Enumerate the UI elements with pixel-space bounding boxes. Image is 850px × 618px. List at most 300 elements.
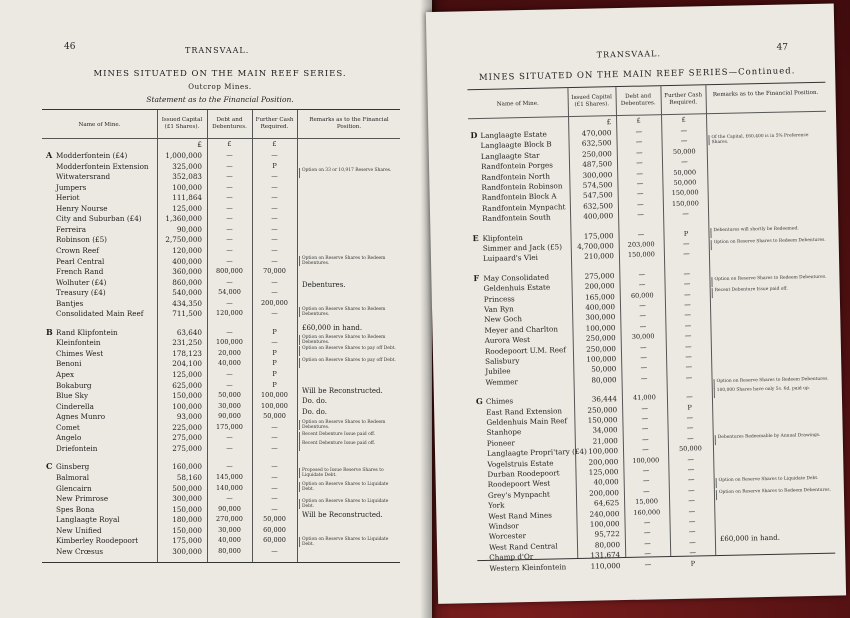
mine-name: Aurora West	[484, 335, 531, 346]
issued-capital: 1,360,000	[165, 214, 202, 224]
mine-name: Geldenhuis Estate	[483, 282, 551, 294]
further-cash: —	[271, 235, 278, 244]
further-cash: —	[271, 309, 278, 318]
brace-mark	[299, 537, 300, 547]
further-cash: 150,000	[671, 199, 699, 208]
mine-name: Roodepoort U.M. Reef	[484, 344, 566, 356]
debt-debentures: —	[642, 445, 649, 454]
table-row	[42, 151, 400, 161]
debt-debentures: —	[640, 374, 648, 383]
remark-note: 100,000 Shares have only 5s. 6d. paid up.	[716, 386, 811, 394]
mine-name: Champ d'Or	[489, 552, 534, 563]
further-cash: —	[688, 507, 696, 516]
remark-note: Proposed to Issue Reserve Shares to Liquidate Debt.	[302, 468, 384, 478]
further-cash: 200,000	[261, 298, 288, 307]
debt-debentures: —	[635, 127, 643, 136]
debt-debentures: 203,000	[627, 240, 655, 249]
debt-debentures: 140,000	[216, 483, 243, 492]
issued-capital: 860,000	[172, 277, 202, 287]
issued-capital: 250,000	[586, 343, 616, 354]
further-cash: 50,000	[672, 147, 696, 156]
further-cash: —	[271, 433, 278, 442]
page-number: 47	[776, 42, 789, 53]
debt-debentures: —	[226, 256, 233, 265]
mine-name: Ferreira	[56, 224, 86, 234]
running-head: TRANSVAAL.	[596, 49, 662, 60]
issued-capital: 131,674	[590, 550, 621, 560]
table-row	[42, 214, 400, 224]
brace-mark	[299, 346, 300, 356]
brace-mark	[710, 228, 711, 238]
debt-debentures: —	[226, 193, 233, 202]
issued-capital: 64,625	[593, 498, 620, 508]
debt-debentures: —	[637, 230, 645, 239]
mine-name: Bantjes	[56, 298, 84, 308]
issued-capital: 100,000	[172, 401, 202, 411]
debt-debentures: —	[644, 549, 652, 558]
mine-name: New Unified	[56, 525, 102, 535]
remark-note: Option on Reserve Shares to Redeem Debentures.	[716, 376, 829, 385]
brace-mark	[299, 256, 300, 266]
debt-debentures: 90,000	[218, 504, 241, 513]
page-number: 46	[64, 42, 76, 52]
unit-cash: £	[272, 140, 277, 148]
mine-name: Agnes Munro	[56, 412, 106, 422]
brace-mark	[715, 435, 716, 445]
debt-debentures: —	[226, 298, 233, 307]
remark-note: Recent Debenture Issue paid off.	[302, 432, 376, 437]
brace-mark	[299, 358, 300, 368]
brace-mark	[299, 420, 300, 430]
unit-debt: £	[636, 116, 641, 125]
mine-name: Modderfontein (£4)	[56, 151, 128, 160]
debt-debentures: 120,000	[216, 309, 243, 318]
further-cash: —	[688, 527, 696, 537]
header-remarks: Remarks as to the Financial Position.	[712, 89, 819, 99]
debt-debentures: 30,000	[218, 525, 241, 534]
issued-capital: 125,000	[588, 467, 619, 477]
issued-capital: 80,000	[591, 374, 617, 385]
page-title: MINES SITUATED ON THE MAIN REEF SERIES.	[93, 69, 347, 79]
debt-debentures: —	[641, 424, 649, 434]
mine-name: Treasury (£4)	[56, 288, 106, 298]
mine-name: Jubilee	[485, 366, 511, 377]
issued-capital: 100,000	[589, 519, 620, 529]
debt-debentures: —	[641, 435, 649, 444]
mine-name: Bokaburg	[56, 380, 92, 390]
debt-debentures: —	[636, 169, 644, 178]
issued-capital: 175,000	[172, 536, 202, 546]
issued-capital: 275,000	[172, 443, 202, 453]
issued-capital: 50,000	[591, 364, 617, 375]
further-cash: —	[684, 321, 692, 330]
further-cash: 100,000	[261, 391, 288, 400]
debt-debentures: —	[637, 200, 644, 209]
mine-name: Chimes	[485, 396, 514, 407]
issued-capital: 300,000	[582, 169, 613, 180]
mine-name: Simmer and Jack (£5)	[482, 242, 563, 253]
mine-name: Randfontein Mynpacht	[481, 201, 566, 213]
further-cash: —	[271, 288, 278, 297]
mine-name: Langlaagte Propri'tary (£4)	[486, 446, 587, 459]
further-cash: —	[685, 342, 692, 351]
debt-debentures: —	[643, 528, 651, 537]
remark-note: Option on Reserve Shares to Redeem Debentures.	[302, 256, 386, 266]
mine-name: Apex	[56, 370, 75, 379]
mine-name: Pearl Central	[56, 256, 105, 266]
debt-debentures: —	[640, 343, 647, 352]
header-cash: Further Cash Required.	[255, 117, 294, 130]
table-row	[42, 193, 400, 203]
further-cash: —	[684, 331, 692, 340]
further-cash: —	[684, 310, 692, 320]
remark-note: Option on Reserve Shares to Liquidate Debt.	[302, 482, 389, 492]
issued-capital: 175,000	[583, 230, 614, 241]
mine-name: City and Suburban (£4)	[56, 214, 142, 224]
debt-debentures: —	[226, 327, 233, 336]
table-row	[42, 547, 400, 557]
mine-name: Luipaard's Vlei	[482, 253, 538, 264]
further-cash: P	[272, 327, 277, 336]
page-title: MINES SITUATED ON THE MAIN REEF SERIES—Continued.	[478, 66, 796, 83]
debt-debentures: —	[639, 322, 647, 331]
mine-name: French Rand	[56, 267, 104, 277]
mine-name: Langlaagte Royal	[56, 515, 120, 525]
issued-capital: 58,160	[176, 472, 202, 482]
remark-note: Option on Reserve Shares to Redeem Debentures.	[302, 420, 386, 430]
further-cash: —	[683, 290, 691, 299]
mine-name: Crown Reef	[56, 245, 99, 255]
mine-name: Comet	[56, 422, 80, 432]
issued-capital: 125,000	[172, 203, 202, 213]
further-cash: P	[272, 348, 277, 357]
debt-debentures: 270,000	[216, 515, 243, 524]
mine-name: Kimberley Roodepoort	[56, 536, 139, 546]
debt-debentures: 800,000	[216, 267, 243, 276]
remark-note: Will be Reconstructed.	[302, 387, 383, 395]
debt-debentures: —	[640, 353, 647, 362]
debt-debentures: —	[226, 182, 233, 191]
mine-name: Benoni	[56, 359, 82, 369]
mine-name: Wolhuter (£4)	[56, 277, 107, 287]
debt-debentures: —	[636, 189, 644, 199]
mine-name: Rand Klipfontein	[56, 327, 118, 337]
table-row	[42, 370, 400, 380]
mine-name: Witwatersrand	[56, 172, 111, 182]
issued-capital: 487,500	[582, 159, 613, 170]
issued-capital: 150,000	[587, 415, 618, 425]
further-cash: P	[272, 370, 277, 378]
issued-capital: 400,000	[583, 211, 614, 221]
remark-note: Do. do.	[302, 397, 327, 405]
brace-mark	[708, 135, 709, 145]
further-cash: —	[271, 422, 278, 431]
mine-name: Randfontein Block A	[481, 191, 557, 203]
debt-debentures: 90,000	[218, 412, 241, 421]
mine-name: Driefontein	[56, 443, 98, 453]
mine-name: Randfontein Porges	[480, 160, 554, 172]
mine-name: West Rand Central	[488, 541, 558, 552]
issued-capital: 250,000	[587, 404, 618, 415]
mine-name: Consolidated Main Reef	[56, 309, 144, 319]
debt-debentures: —	[226, 214, 233, 223]
issued-capital: 100,000	[588, 446, 619, 456]
debt-debentures: —	[226, 161, 233, 170]
issued-capital: 21,000	[592, 435, 618, 446]
remark-note: Option on Reserve Shares to Liquidate Debt.	[302, 499, 389, 509]
debt-debentures: —	[638, 280, 646, 289]
mine-name: Jumpers	[56, 182, 87, 192]
further-cash: —	[271, 224, 278, 233]
group-letter: F	[473, 272, 480, 283]
issued-capital: 400,000	[172, 256, 202, 266]
mine-name: Angelo	[56, 433, 82, 443]
remark-note: Option on Reserve Shares to pay off Debt.	[302, 358, 396, 363]
mine-name: Robinson (£5)	[56, 235, 107, 245]
mine-name: Grey's Mynpacht	[487, 489, 550, 500]
remark-note: Debentures.	[302, 281, 346, 289]
mines-table	[467, 82, 835, 573]
header-capital: Issued Capital (£1 Shares).	[161, 117, 203, 130]
remark-note: Recent Debenture Issue paid off.	[302, 441, 376, 446]
remark-note: Option on Reserve Shares to Liquidate Debt.	[718, 475, 819, 484]
further-cash: —	[686, 413, 694, 422]
debt-debentures: —	[226, 277, 233, 286]
further-cash: —	[271, 256, 278, 265]
remark-note: Option on Reserve Shares to Liquidate Debt.	[302, 537, 389, 547]
debt-debentures: —	[226, 245, 233, 254]
remark-note: £60,000 in hand.	[719, 533, 781, 544]
issued-capital: 360,000	[172, 267, 202, 277]
debt-debentures: —	[635, 148, 643, 157]
mine-name: Geldenhuis Main Reef	[486, 416, 568, 427]
mine-name: York	[488, 500, 505, 511]
debt-debentures: —	[226, 443, 233, 452]
issued-capital: 250,000	[581, 148, 612, 159]
group-letter: G	[475, 396, 483, 407]
mine-name: Spes Bona	[56, 504, 95, 514]
further-cash: 50,000	[673, 168, 697, 177]
remark-note: Debentures will shortly be Redeemed.	[713, 226, 799, 234]
mine-name: Cinderella	[56, 401, 94, 411]
issued-capital: 300,000	[172, 546, 202, 556]
further-cash: —	[271, 182, 278, 191]
mine-name: Salisbury	[485, 356, 520, 366]
debt-debentures: —	[641, 404, 648, 413]
debt-debentures: 30,000	[218, 401, 241, 410]
debt-debentures: —	[639, 301, 646, 310]
mine-name: Princess	[483, 293, 515, 304]
unit-row	[42, 140, 400, 150]
page-subtitle: Outcrop Mines.	[188, 83, 252, 91]
mine-name: New Goch	[484, 314, 523, 325]
debt-debentures: 40,000	[218, 359, 241, 368]
further-cash: —	[686, 434, 694, 443]
mine-name: May Consolidated	[483, 272, 550, 283]
issued-capital: 352,083	[172, 172, 202, 182]
header-debt: Debt and Debentures.	[212, 117, 247, 130]
mine-name: Wemmer	[485, 377, 519, 387]
mine-name: Kleinfontein	[56, 338, 101, 348]
issued-capital: 225,000	[172, 422, 202, 432]
further-cash: —	[271, 483, 278, 492]
issued-capital: 300,000	[172, 494, 202, 504]
mine-name: Pioneer	[486, 438, 515, 448]
debt-debentures: 145,000	[216, 472, 243, 481]
brace-mark	[716, 478, 717, 488]
debt-debentures: —	[642, 466, 650, 475]
issued-capital: 240,000	[589, 508, 620, 519]
mine-name: West Rand Mines	[488, 510, 552, 521]
further-cash: —	[685, 373, 693, 382]
table-row	[42, 288, 400, 298]
issued-capital: 90,000	[176, 224, 202, 234]
debt-debentures: —	[226, 494, 233, 503]
group-letter: A	[46, 150, 53, 160]
mine-name: Ginsberg	[56, 462, 90, 472]
further-cash: 150,000	[671, 188, 699, 198]
issued-capital: 500,000	[172, 483, 202, 493]
further-cash: —	[271, 151, 278, 159]
issued-capital: 300,000	[585, 312, 616, 323]
remark-note: Option on Reserve Shares to pay off Debt.	[302, 346, 396, 351]
mine-name: New Primrose	[56, 494, 109, 504]
debt-debentures: 150,000	[627, 250, 655, 260]
statement-caption: Statement as to the Financial Position.	[146, 95, 294, 104]
further-cash: —	[271, 338, 278, 347]
mine-name: Modderfontein Extension	[56, 161, 149, 171]
mine-name: Durban Roodepoort	[487, 468, 560, 479]
issued-capital: 120,000	[172, 245, 202, 255]
issued-capital: 36,444	[591, 394, 618, 404]
mine-name: Windsor	[488, 521, 519, 531]
debt-debentures: —	[635, 137, 643, 147]
issued-capital: 231,250	[172, 338, 202, 348]
debt-debentures: —	[637, 210, 644, 219]
debt-debentures: —	[641, 414, 649, 423]
issued-capital: 275,000	[584, 270, 615, 281]
debt-debentures: —	[642, 476, 650, 486]
debt-debentures: 160,000	[633, 507, 661, 517]
further-cash: —	[688, 517, 696, 526]
mine-name: Western Kleinfontein	[489, 561, 567, 573]
debt-debentures: —	[226, 151, 233, 159]
debt-debentures: 15,000	[635, 497, 659, 506]
debt-debentures: —	[226, 433, 233, 442]
mine-name: Randfontein Robinson	[481, 181, 563, 192]
debt-debentures: —	[636, 179, 644, 188]
mine-name: Langlaagte Star	[480, 150, 540, 161]
remark-note: Option on Reserve Shares to Redeem Debentures.	[302, 335, 386, 345]
brace-mark	[299, 482, 300, 492]
mine-name: Blue Sky	[56, 391, 89, 401]
issued-capital: 160,000	[172, 462, 202, 472]
mine-name: Klipfontein	[482, 232, 523, 243]
debt-debentures: 20,000	[218, 348, 241, 357]
further-cash: —	[271, 472, 278, 481]
table-row	[42, 172, 400, 182]
issued-capital: 200,000	[588, 456, 619, 467]
brace-mark	[711, 240, 712, 250]
mine-name: Balmoral	[56, 472, 90, 482]
header-name: Name of Mine.	[78, 122, 121, 128]
issued-capital: 1,000,000	[165, 151, 202, 160]
issued-capital: 2,750,000	[165, 235, 202, 245]
table-row	[42, 204, 400, 214]
mine-name: East Rand Extension	[486, 405, 563, 417]
issued-capital: 100,000	[585, 322, 616, 333]
debt-debentures: 54,000	[218, 288, 241, 297]
debt-debentures: 100,000	[632, 455, 660, 465]
debt-debentures: —	[644, 560, 652, 569]
brace-mark	[711, 277, 712, 287]
table-row	[42, 225, 400, 235]
further-cash: —	[687, 455, 695, 464]
further-cash: —	[271, 546, 278, 555]
remark-note: Will be Reconstructed.	[302, 511, 383, 519]
remark-note: Debentures Redeemable by Annual Drawings.	[717, 432, 821, 441]
remark-note: Of the Capital, £60,400 is in 5% Preference Shares.	[711, 133, 809, 146]
issued-capital: 110,000	[590, 560, 621, 571]
debt-debentures: —	[644, 539, 651, 548]
group-letter: E	[472, 232, 479, 243]
debt-debentures: —	[226, 370, 233, 378]
further-cash: —	[271, 214, 278, 223]
issued-capital: 34,000	[592, 425, 618, 436]
unit-cash: £	[681, 115, 686, 124]
further-cash: —	[271, 504, 278, 513]
issued-capital: 210,000	[584, 251, 615, 262]
table-row	[42, 526, 400, 536]
issued-capital: 125,000	[172, 370, 202, 379]
further-cash: P	[272, 161, 277, 170]
issued-capital: 180,000	[172, 515, 202, 525]
further-cash: —	[685, 362, 693, 372]
further-cash: —	[271, 193, 278, 202]
debt-debentures: —	[638, 270, 646, 279]
further-cash: P	[687, 403, 692, 412]
table-row	[42, 183, 400, 193]
header-capital: Issued Capital (£1 Shares).	[571, 94, 612, 108]
debt-debentures: —	[226, 203, 233, 212]
header-name: Name of Mine.	[496, 100, 539, 108]
brace-mark	[712, 288, 713, 298]
remark-note: £60,000 in hand.	[302, 324, 363, 332]
issued-capital: 111,864	[172, 193, 202, 203]
further-cash: 60,000	[263, 536, 286, 545]
issued-capital: 200,000	[584, 281, 615, 291]
further-cash: —	[681, 157, 688, 166]
table-row	[42, 235, 400, 245]
further-cash: P	[272, 380, 277, 389]
mine-name: Langlaagte Block B	[480, 139, 552, 151]
debt-debentures: 30,000	[631, 332, 655, 342]
issued-capital: 434,350	[172, 298, 202, 308]
further-cash: —	[683, 279, 691, 288]
brace-mark	[299, 307, 300, 317]
further-cash: 60,000	[263, 525, 286, 534]
mine-name: Van Ryn	[483, 304, 514, 314]
debt-debentures: —	[226, 224, 233, 233]
remark-note: Option on 33 or 10,917 Reserve Shares.	[302, 168, 392, 173]
mine-name: Stanhope	[486, 427, 522, 438]
mine-name: Randfontein North	[481, 171, 550, 182]
debt-debentures: —	[639, 311, 647, 321]
further-cash: —	[271, 172, 278, 181]
debt-debentures: —	[226, 172, 233, 181]
further-cash: —	[689, 538, 696, 547]
issued-capital: 80,000	[594, 539, 621, 550]
